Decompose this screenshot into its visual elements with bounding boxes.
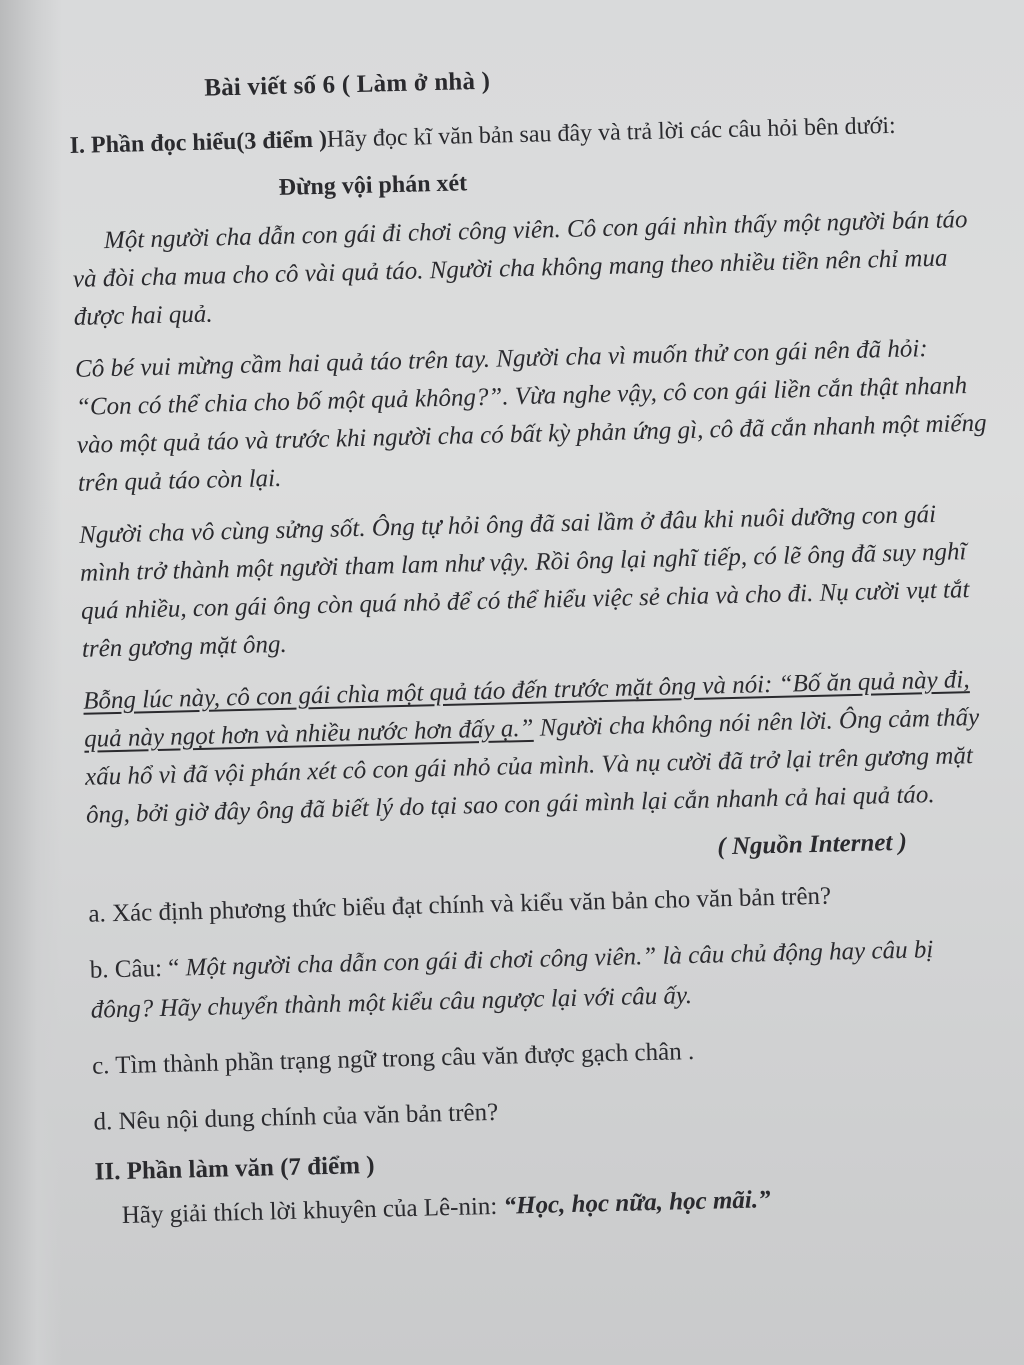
source-citation: ( Nguồn Internet ) <box>717 828 908 861</box>
question-a: a. Xác định phương thức biểu đạt chính và kiểu văn bản cho văn bản trên? <box>88 882 832 928</box>
part2-task <box>121 1180 1005 1230</box>
story-body <box>72 201 997 835</box>
question-d: d. Nêu nội dung chính của văn bản trên? <box>93 1098 499 1136</box>
part1-heading: I. Phần đọc hiểu(3 điểm ) <box>69 126 328 159</box>
question-c: c. Tìm thành phần trạng ngữ trong câu văn được gạch chân . <box>91 1037 695 1080</box>
underlined-sentence: Bỗng lúc này, cô con gái chìa một quả táo đến trước mặt ông và nói: “Bố ăn quả này đi, quả này ngọt hơn và nhiều nước hơn đấy ạ.” <box>82 666 970 753</box>
story-paragraph-2: Cô bé vui mừng cầm hai quả táo trên tay. Người cha vì muốn thử con gái nên đã hỏi: “Con có thể chia cho bố một quả không?”. Vừa nghe vậy, cô con gái liền cắn thật nhanh vào một quả táo và trước khi người cha có bất kỳ phản ứng gì, cô đã cắn nhanh một miếng trên quả táo còn lại. <box>74 335 987 497</box>
part1-intro <box>69 106 980 164</box>
story-paragraph-1: Một người cha dẫn con gái đi chơi công viên. Cô con gái nhìn thấy một người bán táo và đòi cha mua cho cô vài quả táo. Người cha không mang theo nhiều tiền nên chỉ mua được hai quả. <box>72 206 968 331</box>
document-content <box>68 56 1006 1231</box>
part2-task-text: Hãy giải thích lời khuyên của Lê-nin: <box>121 1192 504 1230</box>
part2-heading: II. Phần làm văn (7 điểm ) <box>94 1151 375 1186</box>
story-paragraph-4-rest: Người cha không nói nên lời. Ông cảm thấy xấu hổ vì đã vội phán xét cô con gái nhỏ của mình. Và nụ cười đã trở lại trên gương mặt ông, bởi giờ đây ông đã biết lý do tại sao con gái mình lại cắn nhanh cả hai quả táo. <box>84 703 980 829</box>
question-b <box>89 929 1001 1031</box>
story-paragraph-3: Người cha vô cùng sửng sốt. Ông tự hỏi ông đã sai lầm ở đâu khi nuôi dưỡng con gái mình trở thành một người tham lam như vậy. Rồi ông lại nghĩ tiếp, có lẽ ông đã suy nghĩ quá nhiều, con gái ông còn quá nhỏ để có thể hiểu việc sẻ chia và cho đi. Nụ cười vụt tắt trên gương mặt ông. <box>78 500 970 663</box>
question-b-sentence: Một người cha dẫn con gái đi chơi công viên.” là câu chủ động hay câu bị đông? Hãy chuyển thành một kiểu câu ngược lại với câu ấy. <box>90 936 934 1024</box>
story-paragraph-4 <box>83 661 996 835</box>
question-b-prefix: b. Câu: “ <box>89 954 186 984</box>
story-title: Đừng vội phán xét <box>278 170 468 201</box>
lenin-quote: “Học, học nữa, học mãi.” <box>503 1186 771 1220</box>
page-binding-shadow <box>0 0 62 1365</box>
assignment-title: Bài viết số 6 ( Làm ở nhà ) <box>203 67 491 102</box>
part1-instruction: Hãy đọc kĩ văn bản sau đây và trả lời các câu hỏi bên dưới: <box>326 112 896 153</box>
